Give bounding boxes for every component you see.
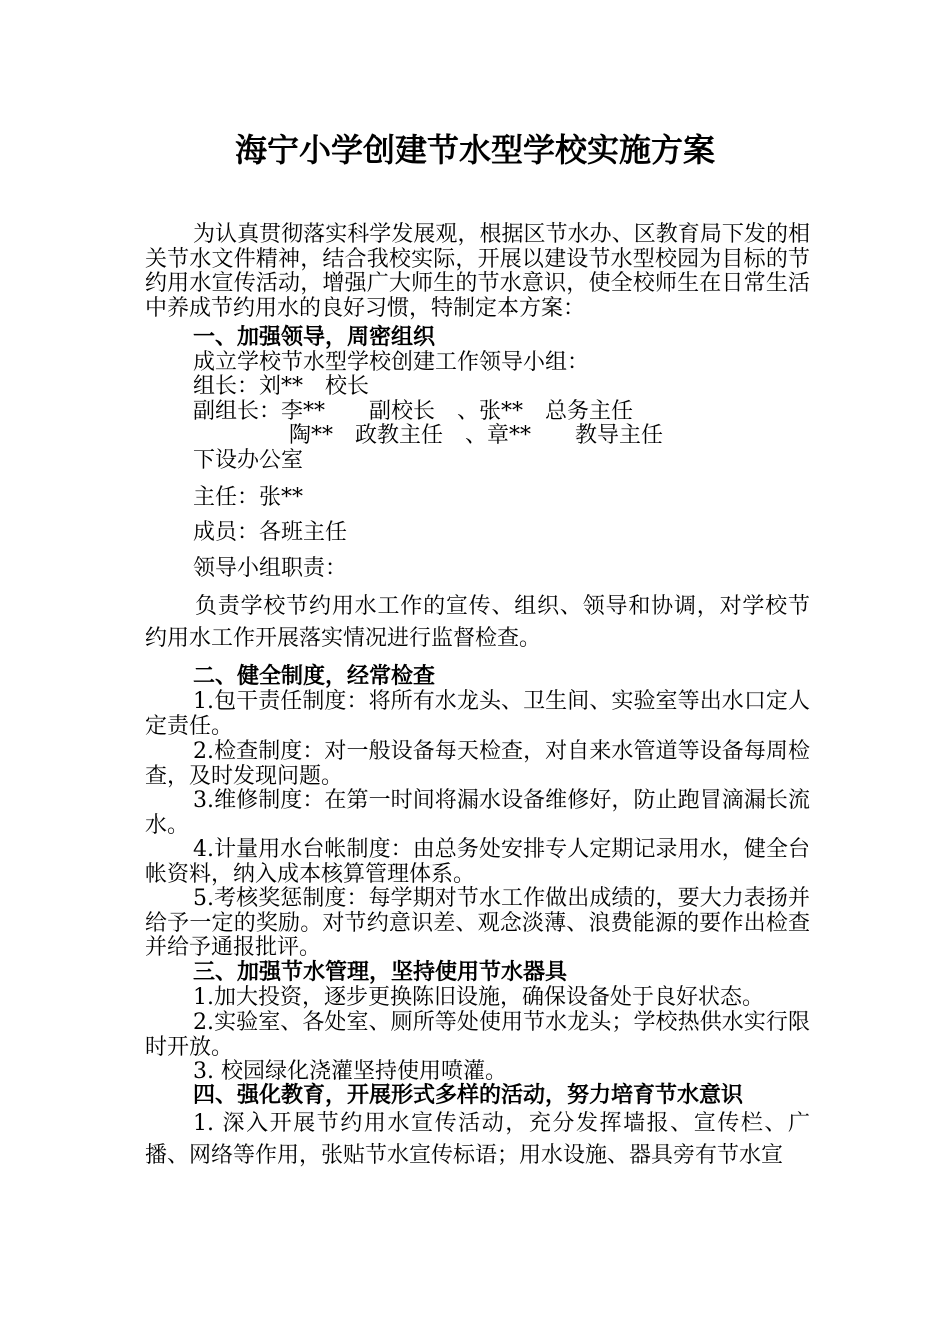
office-label: 下设办公室 — [193, 448, 304, 473]
section-3-item-2: 2.实验室、各处室、厕所等处使用节水龙头；学校热供水实行限时开放。 — [145, 1010, 810, 1060]
section-2-heading: 二、健全制度，经常检查 — [193, 664, 436, 689]
duties-paragraph: 负责学校节约用水工作的宣传、组织、领导和协调，对学校节约用水工作开展落实情况进行监督检查。 — [145, 594, 810, 651]
section-4-heading: 四、强化教育，开展形式多样的活动，努力培育节水意识 — [193, 1083, 744, 1108]
office-members: 成员：各班主任 — [193, 520, 348, 545]
section-2-item-1: 1.包干责任制度：将所有水龙头、卫生间、实验室等出水口定人定责任。 — [145, 689, 810, 739]
section-2-item-5: 5.考核奖惩制度：每学期对节水工作做出成绩的，要大力表扬并给予一定的奖励。对节约意识差、观念淡薄、浪费能源的要作出检查并给予通报批评。 — [145, 886, 810, 960]
office-director: 主任：张** — [193, 485, 304, 510]
deputy-leaders-2: 陶** 政教主任 、章** 教导主任 — [289, 423, 664, 448]
section-2-item-2: 2.检查制度：对一般设备每天检查，对自来水管道等设备每周检查，及时发现问题。 — [145, 739, 810, 789]
group-leader: 组长：刘** 校长 — [193, 374, 370, 399]
section-3-item-1: 1.加大投资，逐步更换陈旧设施，确保设备处于良好状态。 — [193, 985, 764, 1010]
section-2-item-4: 4.计量用水台帐制度：由总务处安排专人定期记录用水，健全台帐资料，纳入成本核算管理体系。 — [145, 837, 810, 887]
section-3-item-3: 3. 校园绿化浇灌坚持使用喷灌。 — [193, 1059, 507, 1084]
document-title: 海宁小学创建节水型学校实施方案 — [234, 131, 715, 169]
section-1-heading: 一、加强领导，周密组织 — [193, 325, 436, 350]
deputy-leaders-1: 副组长：李** 副校长 、张** 总务主任 — [193, 399, 634, 424]
section-2-item-3: 3.维修制度：在第一时间将漏水设备维修好，防止跑冒滴漏长流水。 — [145, 788, 810, 838]
duties-label: 领导小组职责： — [193, 556, 348, 581]
group-intro: 成立学校节水型学校创建工作领导小组： — [193, 350, 590, 375]
intro-paragraph: 为认真贯彻落实科学发展观，根据区节水办、区教育局下发的相关节水文件精神，结合我校实际，开展以建设节水型校园为目标的节约用水宣传活动，增强广大师生的节水意识，使全校师生在日常生活中养成节约用水的良好习惯，特制定本方案： — [145, 222, 810, 321]
section-4-item-1: 1. 深入开展节约用水宣传活动，充分发挥墙报、宣传栏、广播、网络等作用，张贴节水宣传标语；用水设施、器具旁有节水宣 — [145, 1111, 810, 1168]
section-3-heading: 三、加强节水管理，坚持使用节水器具 — [193, 960, 568, 985]
